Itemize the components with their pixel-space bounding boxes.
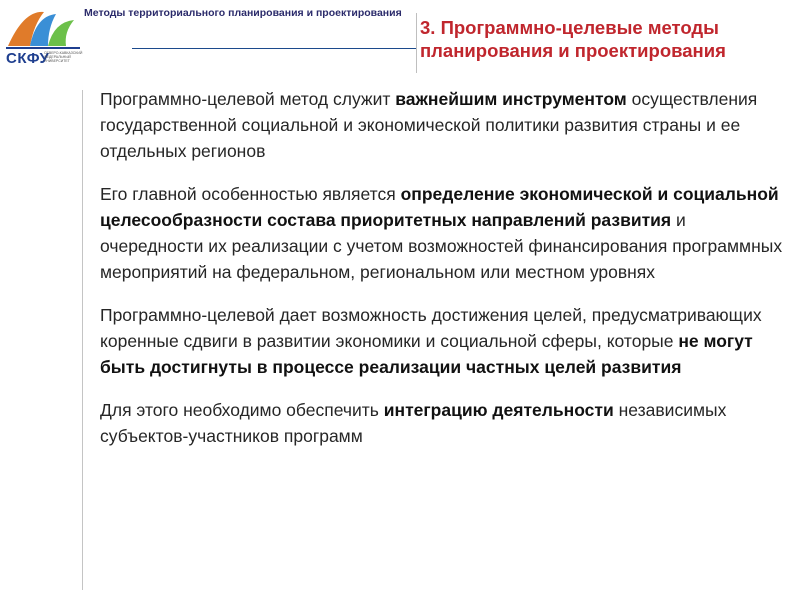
paragraph-2-bold: определение экономической и социальной целесообразности состава приоритетных направлений развития — [100, 184, 779, 230]
section-title: Методы территориального планирования и проектирования — [84, 7, 402, 19]
slide-body — [100, 86, 790, 466]
logo-subtext: СЕВЕРО-КАВКАЗСКИЙ ФЕДЕРАЛЬНЫЙ УНИВЕРСИТЕТ — [44, 51, 83, 63]
paragraph-2-text-end: и очередности их реализации с учетом возможностей финансирования программных мероприятий на федеральном, региональном или местном уровнях — [100, 210, 783, 282]
paragraph-1-text: Программно-целевой метод служит — [100, 89, 396, 109]
paragraph-3 — [100, 302, 790, 380]
logo-text: СКФУ — [6, 50, 50, 67]
paragraph-4-text: Для этого необходимо обеспечить — [100, 400, 384, 420]
paragraph-4 — [100, 397, 790, 449]
slide-title — [420, 16, 796, 62]
paragraph-1-text-end: осуществления государственной социальной и экономической политики развития страны и ее отдельных регионов — [100, 89, 758, 161]
paragraph-4-bold: интеграцию деятельности — [383, 400, 614, 420]
slide-title-line2: планирования и проектирования — [420, 40, 726, 61]
paragraph-1 — [100, 86, 790, 164]
university-logo — [4, 6, 82, 66]
slide-title-line1: 3. Программно-целевые методы — [420, 17, 719, 38]
paragraph-1-bold: важнейшим инструментом — [395, 89, 627, 109]
paragraph-4-text-end: независимых субъектов-участников программ — [100, 400, 727, 446]
paragraph-2 — [100, 181, 790, 285]
logo-emblem-icon — [4, 6, 82, 52]
paragraph-3-bold: не могут быть достигнуты в процессе реализации частных целей развития — [100, 331, 753, 377]
paragraph-2-text: Его главной особенностью является — [100, 184, 401, 204]
content-accent-bar — [82, 90, 83, 590]
header-underline — [132, 48, 416, 49]
paragraph-3-text: Программно-целевой дает возможность достижения целей, предусматривающих коренные сдвиги в развитии экономики и социальной сферы, которые — [100, 305, 762, 351]
header-divider — [416, 13, 417, 73]
